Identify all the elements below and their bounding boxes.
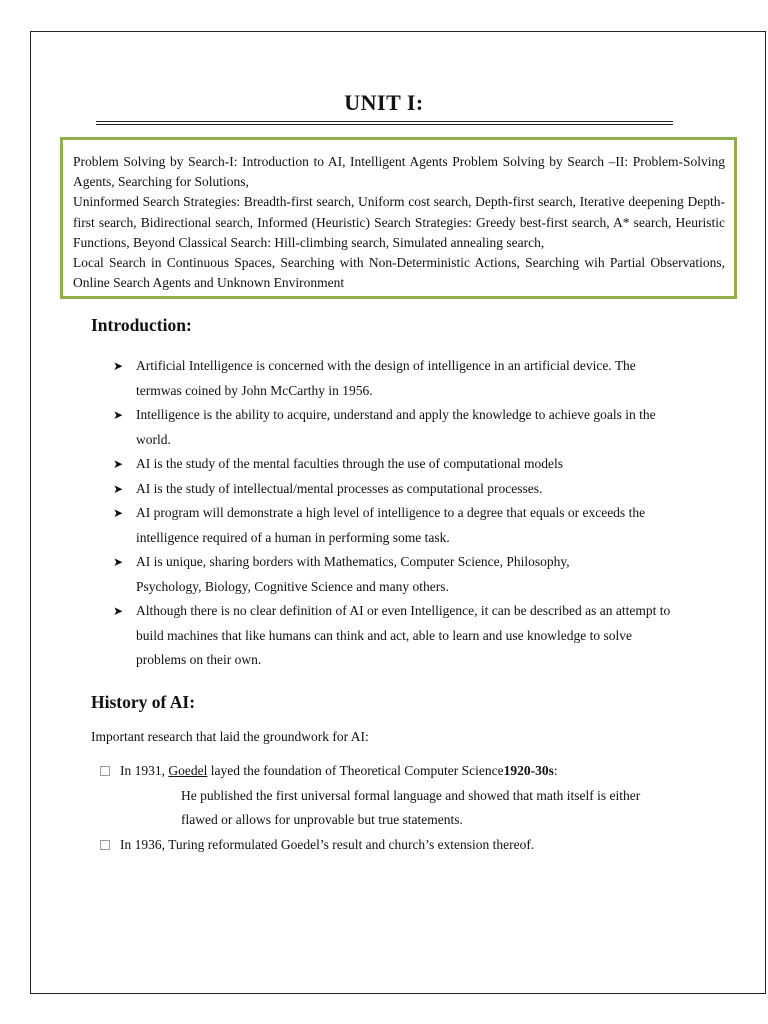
empty-square-bullet-icon [100, 840, 110, 850]
history-item-1931: In 1931, Goedel layed the foundation of Theoretical Computer Science1920-30s: [100, 759, 558, 784]
unit-title: UNIT I: [344, 90, 424, 115]
history-heading: History of AI: [91, 692, 196, 712]
list-item: ➤ AI is the study of intellectual/mental processes as computational processes. [113, 477, 683, 502]
history-item-1936: In 1936, Turing reformulated Goedel’s result and church’s extension thereof. [100, 833, 534, 858]
arrowhead-bullet-icon: ➤ [113, 481, 124, 496]
arrowhead-bullet-icon: ➤ [113, 604, 124, 618]
syllabus-paragraph: Local Search in Continuous Spaces, Searching with Non-Deterministic Actions, Searching wih Partial Observations, Online Search Agents and Unknown Environment [73, 255, 725, 291]
title-underline-top [96, 121, 673, 122]
list-item: ➤ AI is unique, sharing borders with Mathematics, Computer Science, Philosophy, Psychology, Biology, Cognitive Science and many others. [113, 550, 683, 599]
history-detail-line: He published the first universal formal language and showed that math itself is either [181, 788, 641, 803]
list-item: ➤ AI program will demonstrate a high level of intelligence to a degree that equals or exceeds the intelligence required of a human in performing some task. [113, 501, 683, 550]
arrowhead-bullet-icon: ➤ [113, 457, 124, 471]
syllabus-paragraph: Problem Solving by Search-I: Introduction to AI, Intelligent Agents Problem Solving by Search –II: Problem-Solving Agents, Searching for Solutions, [73, 154, 725, 190]
syllabus-paragraph: Uninformed Search Strategies: Breadth-first search, Uniform cost search, Depth-first search, Iterative deepening Depth-first search, Bidirectional search, Informed (Heuristic) Search Strategies: Greedy best-first search, A* search, Heuristic Functions, Beyond Classical Search: Hill-climbing search, Simulated annealing search, [73, 194, 725, 250]
arrowhead-bullet-icon: ➤ [113, 506, 124, 520]
arrowhead-bullet-icon: ➤ [113, 408, 124, 422]
introduction-bullet-list [113, 354, 683, 673]
list-item: ➤ Intelligence is the ability to acquire, understand and apply the knowledge to achieve goals in the world. [113, 403, 683, 452]
history-detail-line: flawed or allows for unprovable but true statements. [181, 812, 463, 827]
list-item: ➤ Artificial Intelligence is concerned with the design of intelligence in an artificial device. The termwas coined by John McCarthy in 1956. [113, 354, 683, 403]
title-underline-bottom [96, 124, 673, 125]
empty-square-bullet-icon [100, 766, 110, 776]
history-intro-text: Important research that laid the groundwork for AI: [91, 729, 369, 744]
introduction-heading: Introduction: [91, 315, 192, 335]
list-item: ➤ AI is the study of the mental faculties through the use of computational models [113, 452, 683, 477]
list-item: ➤ Although there is no clear definition of AI or even Intelligence, it can be described as an attempt to build machines that like humans can think and act, able to learn and use knowledge to solve problems on their own. [113, 599, 683, 673]
date-range: 1920-30s [503, 763, 554, 778]
arrowhead-bullet-icon: ➤ [113, 359, 124, 373]
arrowhead-bullet-icon: ➤ [113, 555, 124, 569]
syllabus-box [60, 137, 737, 299]
goedel-name: Goedel [168, 763, 208, 778]
